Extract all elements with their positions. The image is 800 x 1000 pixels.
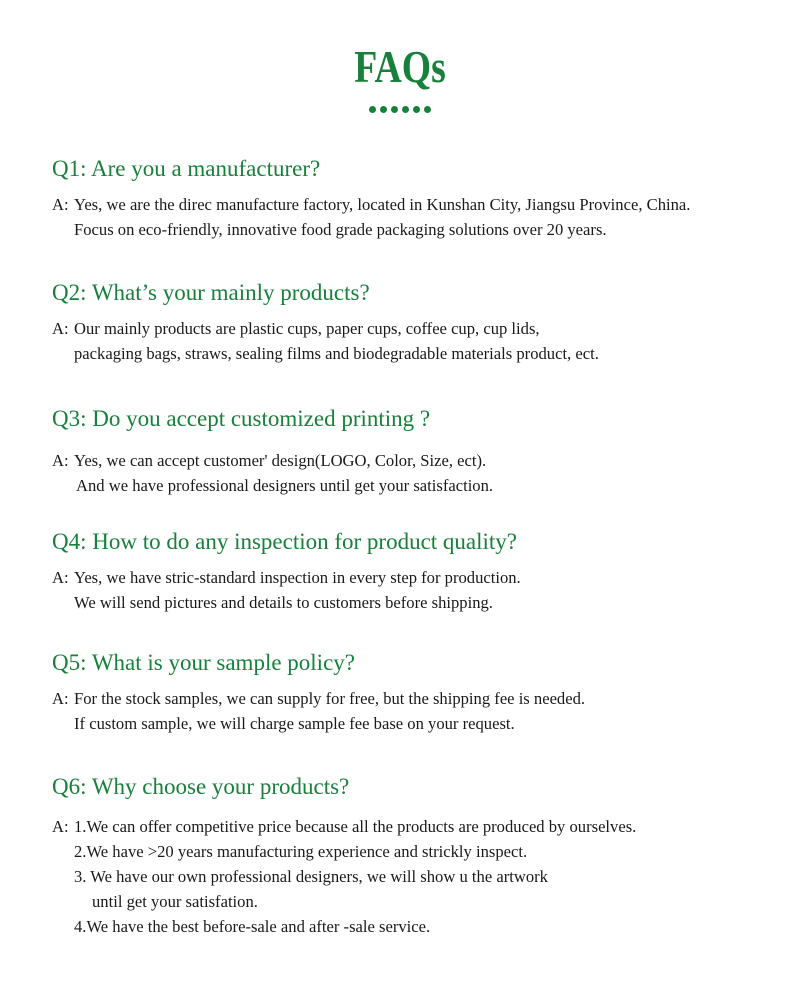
answer-line: 2.We have >20 years manufacturing experience and strickly inspect. <box>74 842 528 861</box>
faq-item-2 <box>52 278 792 366</box>
answer-prefix: A: <box>52 195 69 214</box>
answer-prefix: A: <box>52 689 69 708</box>
divider-dot <box>402 106 409 113</box>
answer-prefix: A: <box>52 568 69 587</box>
answer-line: until get your satisfation. <box>92 892 258 911</box>
answer-line: If custom sample, we will charge sample fee base on your request. <box>74 714 515 733</box>
answer-line: For the stock samples, we can supply for free, but the shipping fee is needed. <box>74 689 586 708</box>
faq-question: Q1: Are you a manufacturer? <box>52 156 321 181</box>
answer-line: Our mainly products are plastic cups, paper cups, coffee cup, cup lids, <box>74 319 540 338</box>
divider-dot <box>380 106 387 113</box>
faq-answer <box>52 448 792 498</box>
answer-prefix: A: <box>52 451 69 470</box>
faq-question: Q2: What’s your mainly products? <box>52 280 370 305</box>
faq-question: Q3: Do you accept customized printing ? <box>52 406 431 431</box>
answer-line: 3. We have our own professional designers, we will show u the artwork <box>74 867 548 886</box>
divider-dot <box>391 106 398 113</box>
answer-line: Yes, we have stric-standard inspection in every step for production. <box>74 568 521 587</box>
faq-item-6 <box>52 772 792 939</box>
faq-item-3 <box>52 404 792 498</box>
divider-dot <box>413 106 420 113</box>
faq-item-4 <box>52 527 792 615</box>
faq-question: Q5: What is your sample policy? <box>52 650 355 675</box>
title-dot-divider <box>0 106 800 113</box>
divider-dot <box>369 106 376 113</box>
faq-item-1 <box>52 154 792 242</box>
answer-line: Yes, we can accept customer' design(LOGO, Color, Size, ect). <box>74 451 487 470</box>
divider-dot <box>424 106 431 113</box>
answer-line: packaging bags, straws, sealing films and biodegradable materials product, ect. <box>74 344 599 363</box>
faq-question: Q6: Why choose your products? <box>52 774 350 799</box>
faq-answer <box>52 565 792 615</box>
answer-line: Focus on eco-friendly, innovative food grade packaging solutions over 20 years. <box>74 220 607 239</box>
page-title: FAQs <box>354 41 446 92</box>
answer-line: 1.We can offer competitive price because all the products are produced by ourselves. <box>74 817 637 836</box>
answer-prefix: A: <box>52 319 69 338</box>
faq-answer <box>52 192 792 242</box>
faq-answer <box>52 316 792 366</box>
answer-line: And we have professional designers until get your satisfaction. <box>76 476 494 495</box>
faq-answer <box>52 686 792 736</box>
answer-line: Yes, we are the direc manufacture factory, located in Kunshan City, Jiangsu Province, China. <box>74 195 691 214</box>
faq-item-5 <box>52 648 792 736</box>
faq-question: Q4: How to do any inspection for product quality? <box>52 529 518 554</box>
answer-line: 4.We have the best before-sale and after -sale service. <box>74 917 431 936</box>
faq-answer <box>52 814 792 939</box>
answer-line: We will send pictures and details to customers before shipping. <box>74 593 493 612</box>
answer-prefix: A: <box>52 817 69 836</box>
